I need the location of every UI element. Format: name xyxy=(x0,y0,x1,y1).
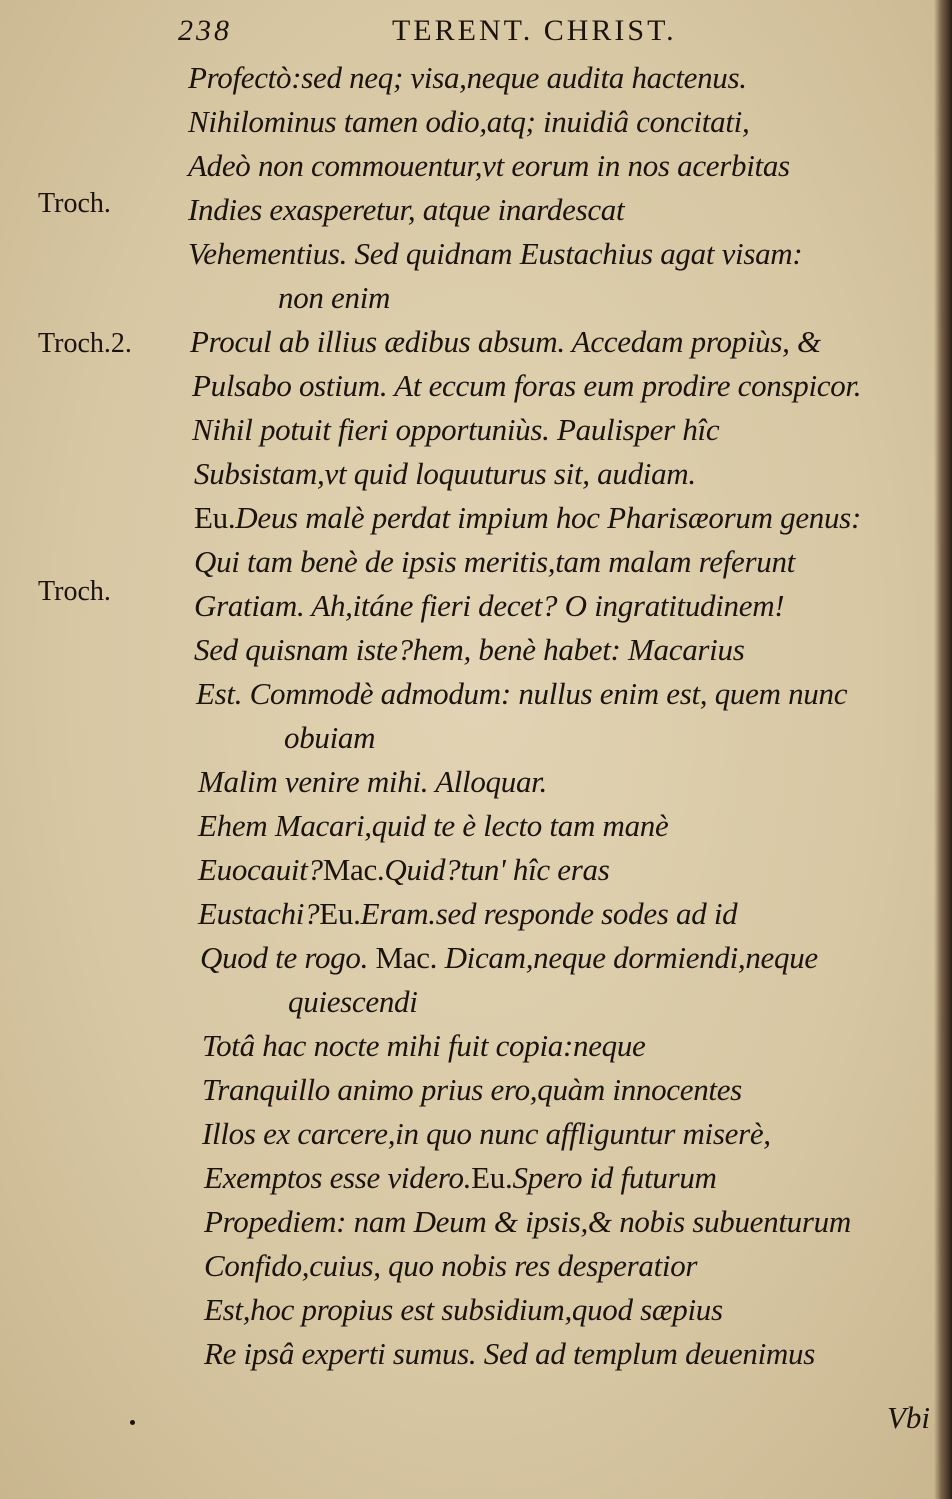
ink-speck xyxy=(130,1420,135,1425)
running-title: TERENT. CHRIST. xyxy=(391,14,677,47)
verse-line: Procul ab illius ædibus absum. Accedam propiùs, & xyxy=(190,324,821,359)
verse-line: Est. Commodè admodum: nullus enim est, quem nunc xyxy=(196,676,848,711)
margin-note-troch-2: Troch.2. xyxy=(38,328,132,359)
verse-line-continued: non enim xyxy=(278,280,391,315)
verse-line: Adeò non commouentur,vt eorum in nos acerbitas xyxy=(188,148,790,183)
verse-line: Eustachi?Eu.Eram.sed responde sodes ad id xyxy=(198,896,738,931)
margin-note-troch-1: Troch. xyxy=(38,188,111,219)
verse-line: Ehem Macari,quid te è lecto tam manè xyxy=(198,808,669,843)
verse-line: Vehementius. Sed quidnam Eustachius agat visam: xyxy=(188,236,803,271)
speaker-label: Eu. xyxy=(194,500,236,535)
verse-line: Confido,cuius, quo nobis res desperatior xyxy=(204,1248,698,1283)
running-header xyxy=(178,14,677,48)
page-spine-shadow xyxy=(934,0,952,1499)
page-number: 238 xyxy=(178,14,232,47)
verse-line: Exemptos esse videro.Eu.Spero id futurum xyxy=(204,1160,717,1195)
verse-line: Nihil potuit fieri opportuniùs. Paulisper hîc xyxy=(192,412,720,447)
verse-line: Eu.Deus malè perdat impium hoc Pharisæorum genus: xyxy=(194,500,861,535)
verse-line: Re ipsâ experti sumus. Sed ad templum deuenimus xyxy=(204,1336,815,1371)
verse-line: Gratiam. Ah,itáne fieri decet? O ingratitudinem! xyxy=(194,588,785,623)
verse-line: Est,hoc propius est subsidium,quod sæpius xyxy=(204,1292,723,1327)
verse-line: Profectò:sed neq; visa,neque audita hactenus. xyxy=(188,60,747,95)
speaker-label: Mac. xyxy=(375,940,438,975)
verse-line-continued: obuiam xyxy=(284,720,376,755)
verse-line: Indies exasperetur, atque inardescat xyxy=(188,192,625,227)
catchword: Vbi xyxy=(886,1400,930,1435)
verse-line: Qui tam benè de ipsis meritis,tam malam referunt xyxy=(194,544,795,579)
verse-line: Sed quisnam iste?hem, benè habet: Macarius xyxy=(194,632,745,667)
verse-line: Propediem: nam Deum & ipsis,& nobis subuenturum xyxy=(204,1204,851,1239)
margin-note-troch-3: Troch. xyxy=(38,576,111,607)
speaker-label: Eu. xyxy=(319,896,361,931)
speaker-label: Eu. xyxy=(471,1160,513,1195)
verse-line: Quod te rogo. Mac. Dicam,neque dormiendi,neque xyxy=(200,940,818,975)
verse-line: Pulsabo ostium. At eccum foras eum prodire conspicor. xyxy=(192,368,862,403)
verse-line-continued: quiescendi xyxy=(288,984,418,1019)
verse-line: Subsistam,vt quid loquuturus sit, audiam. xyxy=(194,456,696,491)
speaker-label: Mac. xyxy=(322,852,385,887)
verse-line: Nihilominus tamen odio,atq; inuidiâ concitati, xyxy=(188,104,750,139)
verse-line: Tranquillo animo prius ero,quàm innocentes xyxy=(202,1072,742,1107)
verse-line: Totâ hac nocte mihi fuit copia:neque xyxy=(202,1028,646,1063)
verse-line: Euocauit?Mac.Quid?tun' hîc eras xyxy=(198,852,610,887)
verse-line: Malim venire mihi. Alloquar. xyxy=(198,764,547,799)
verse-line: Illos ex carcere,in quo nunc affliguntur miserè, xyxy=(202,1116,771,1151)
